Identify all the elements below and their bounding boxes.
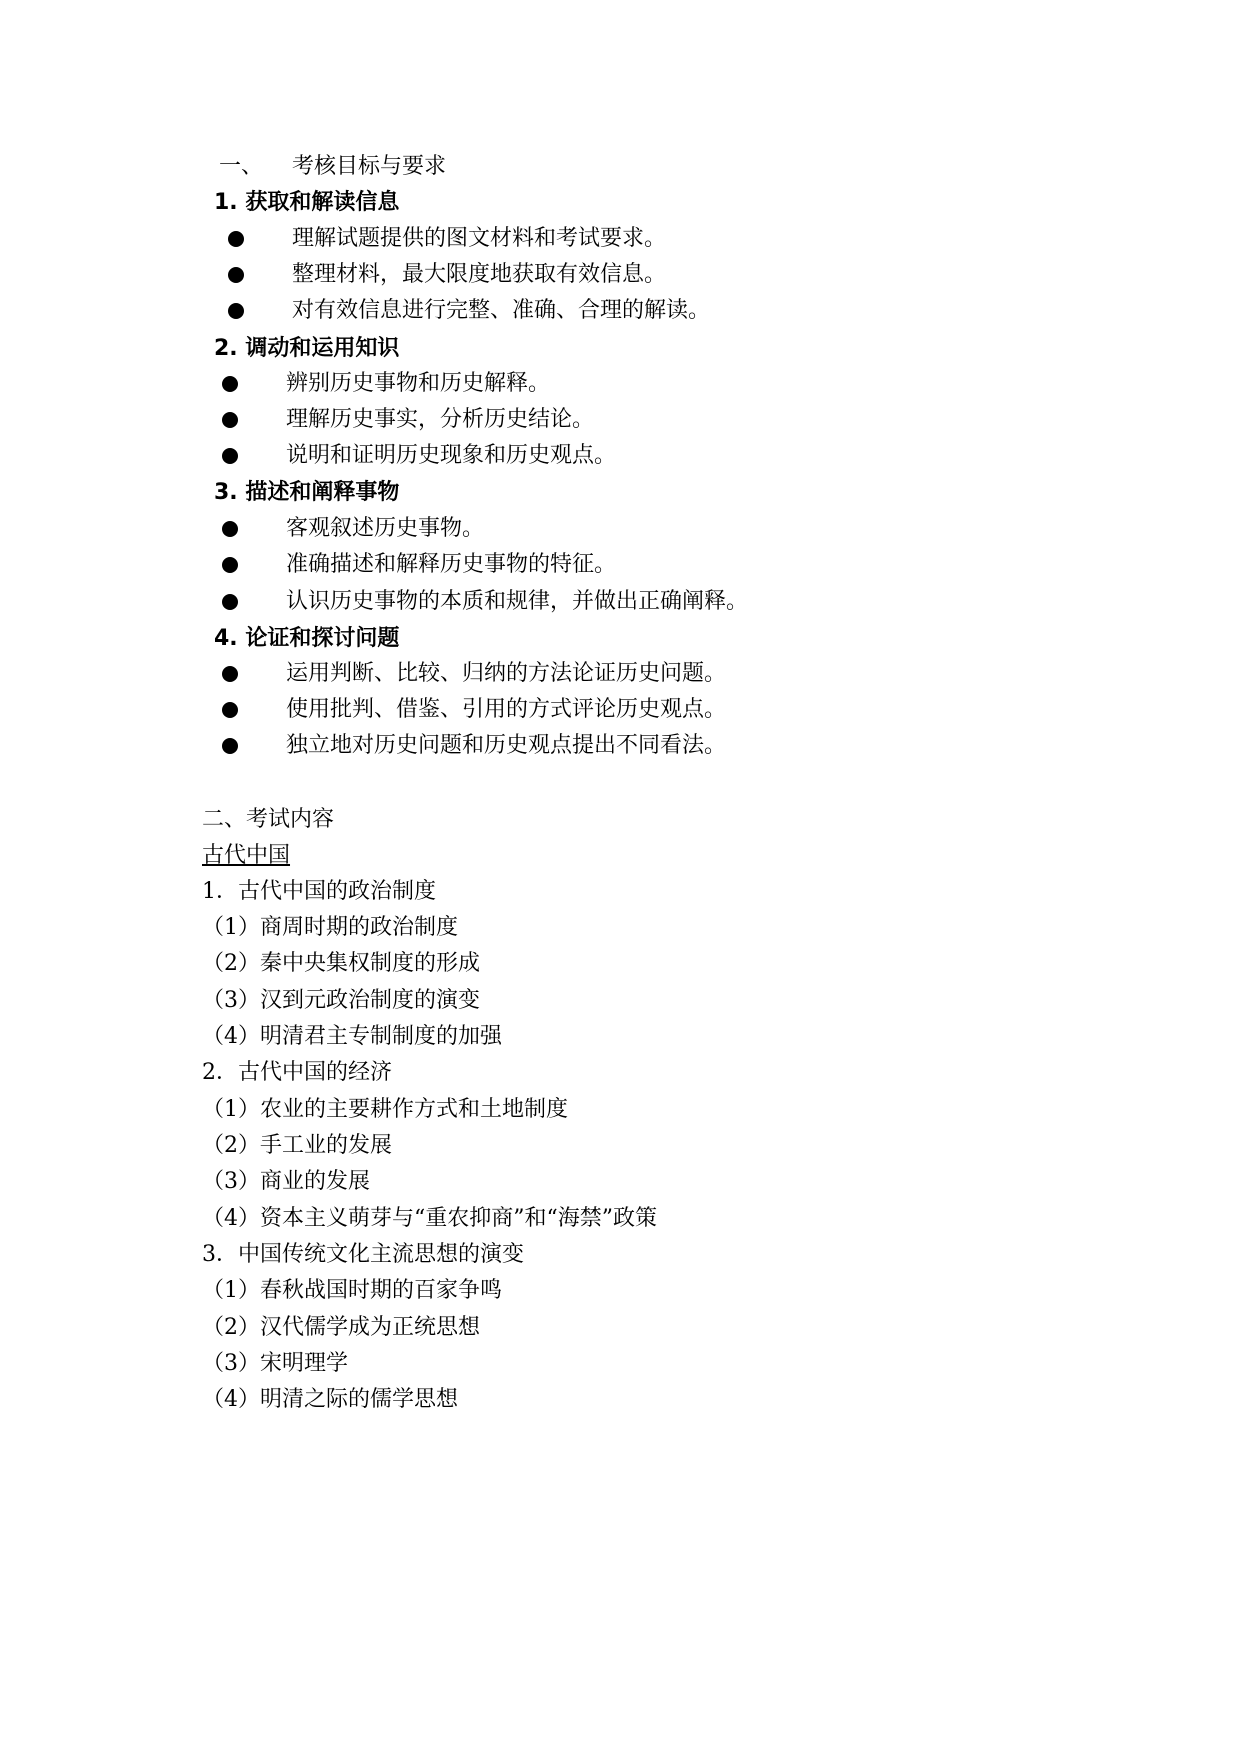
bullet-icon bbox=[222, 738, 238, 754]
bullet-icon bbox=[228, 303, 244, 319]
list-item-text: 认识历史事物的本质和规律，并做出正确阐释。 bbox=[286, 589, 749, 614]
bullet-icon bbox=[222, 702, 238, 718]
bullet-icon bbox=[222, 594, 238, 610]
list-item-text: 运用判断、比较、归纳的方法论证历史问题。 bbox=[286, 661, 727, 686]
topic-item: （4）明清君主专制制度的加强 bbox=[202, 1024, 502, 1049]
topic-heading-2: 2．古代中国的经济 bbox=[202, 1060, 392, 1085]
topic-item: （2）秦中央集权制度的形成 bbox=[202, 951, 480, 976]
bullet-icon bbox=[222, 412, 238, 428]
list-item-text: 说明和证明历史现象和历史观点。 bbox=[286, 443, 617, 468]
group-heading-4: 4. 论证和探讨问题 bbox=[214, 626, 400, 651]
list-item-text: 使用批判、借鉴、引用的方式评论历史观点。 bbox=[286, 697, 727, 722]
list-item-text: 对有效信息进行完整、准确、合理的解读。 bbox=[292, 298, 711, 323]
list-item-text: 准确描述和解释历史事物的特征。 bbox=[286, 552, 617, 577]
topic-item: （1）农业的主要耕作方式和土地制度 bbox=[202, 1097, 568, 1122]
section1-number: 一、 bbox=[219, 154, 264, 179]
section2-subtitle: 古代中国 bbox=[202, 843, 291, 868]
list-item-text: 理解历史事实，分析历史结论。 bbox=[286, 407, 595, 432]
list-item-text: 独立地对历史问题和历史观点提出不同看法。 bbox=[286, 733, 727, 758]
group-heading-2: 2. 调动和运用知识 bbox=[214, 336, 400, 361]
bullet-icon bbox=[222, 448, 238, 464]
bullet-icon bbox=[228, 231, 244, 247]
topic-item: （2）汉代儒学成为正统思想 bbox=[202, 1315, 480, 1340]
topic-heading-3: 3．中国传统文化主流思想的演变 bbox=[202, 1242, 524, 1267]
list-item-text: 整理材料，最大限度地获取有效信息。 bbox=[292, 262, 667, 287]
topic-item: （4）资本主义萌芽与“重农抑商”和“海禁”政策 bbox=[202, 1206, 657, 1231]
topic-item: （1）春秋战国时期的百家争鸣 bbox=[202, 1278, 502, 1303]
bullet-icon bbox=[228, 267, 244, 283]
bullet-icon bbox=[222, 557, 238, 573]
topic-item: （2）手工业的发展 bbox=[202, 1133, 392, 1158]
list-item-text: 理解试题提供的图文材料和考试要求。 bbox=[292, 226, 667, 251]
bullet-icon bbox=[222, 376, 238, 392]
topic-item: （3）汉到元政治制度的演变 bbox=[202, 988, 480, 1013]
bullet-icon bbox=[222, 521, 238, 537]
topic-item: （1）商周时期的政治制度 bbox=[202, 915, 458, 940]
topic-item: （3）宋明理学 bbox=[202, 1351, 348, 1376]
group-heading-3: 3. 描述和阐释事物 bbox=[214, 480, 400, 505]
topic-item: （4）明清之际的儒学思想 bbox=[202, 1387, 458, 1412]
section1-title: 考核目标与要求 bbox=[292, 154, 447, 179]
group-heading-1: 1. 获取和解读信息 bbox=[214, 190, 400, 215]
list-item-text: 客观叙述历史事物。 bbox=[286, 516, 485, 541]
topic-heading-1: 1．古代中国的政治制度 bbox=[202, 879, 436, 904]
list-item-text: 辨别历史事物和历史解释。 bbox=[286, 371, 551, 396]
bullet-icon bbox=[222, 666, 238, 682]
section2-title: 二、考试内容 bbox=[202, 807, 335, 832]
topic-item: （3）商业的发展 bbox=[202, 1169, 370, 1194]
